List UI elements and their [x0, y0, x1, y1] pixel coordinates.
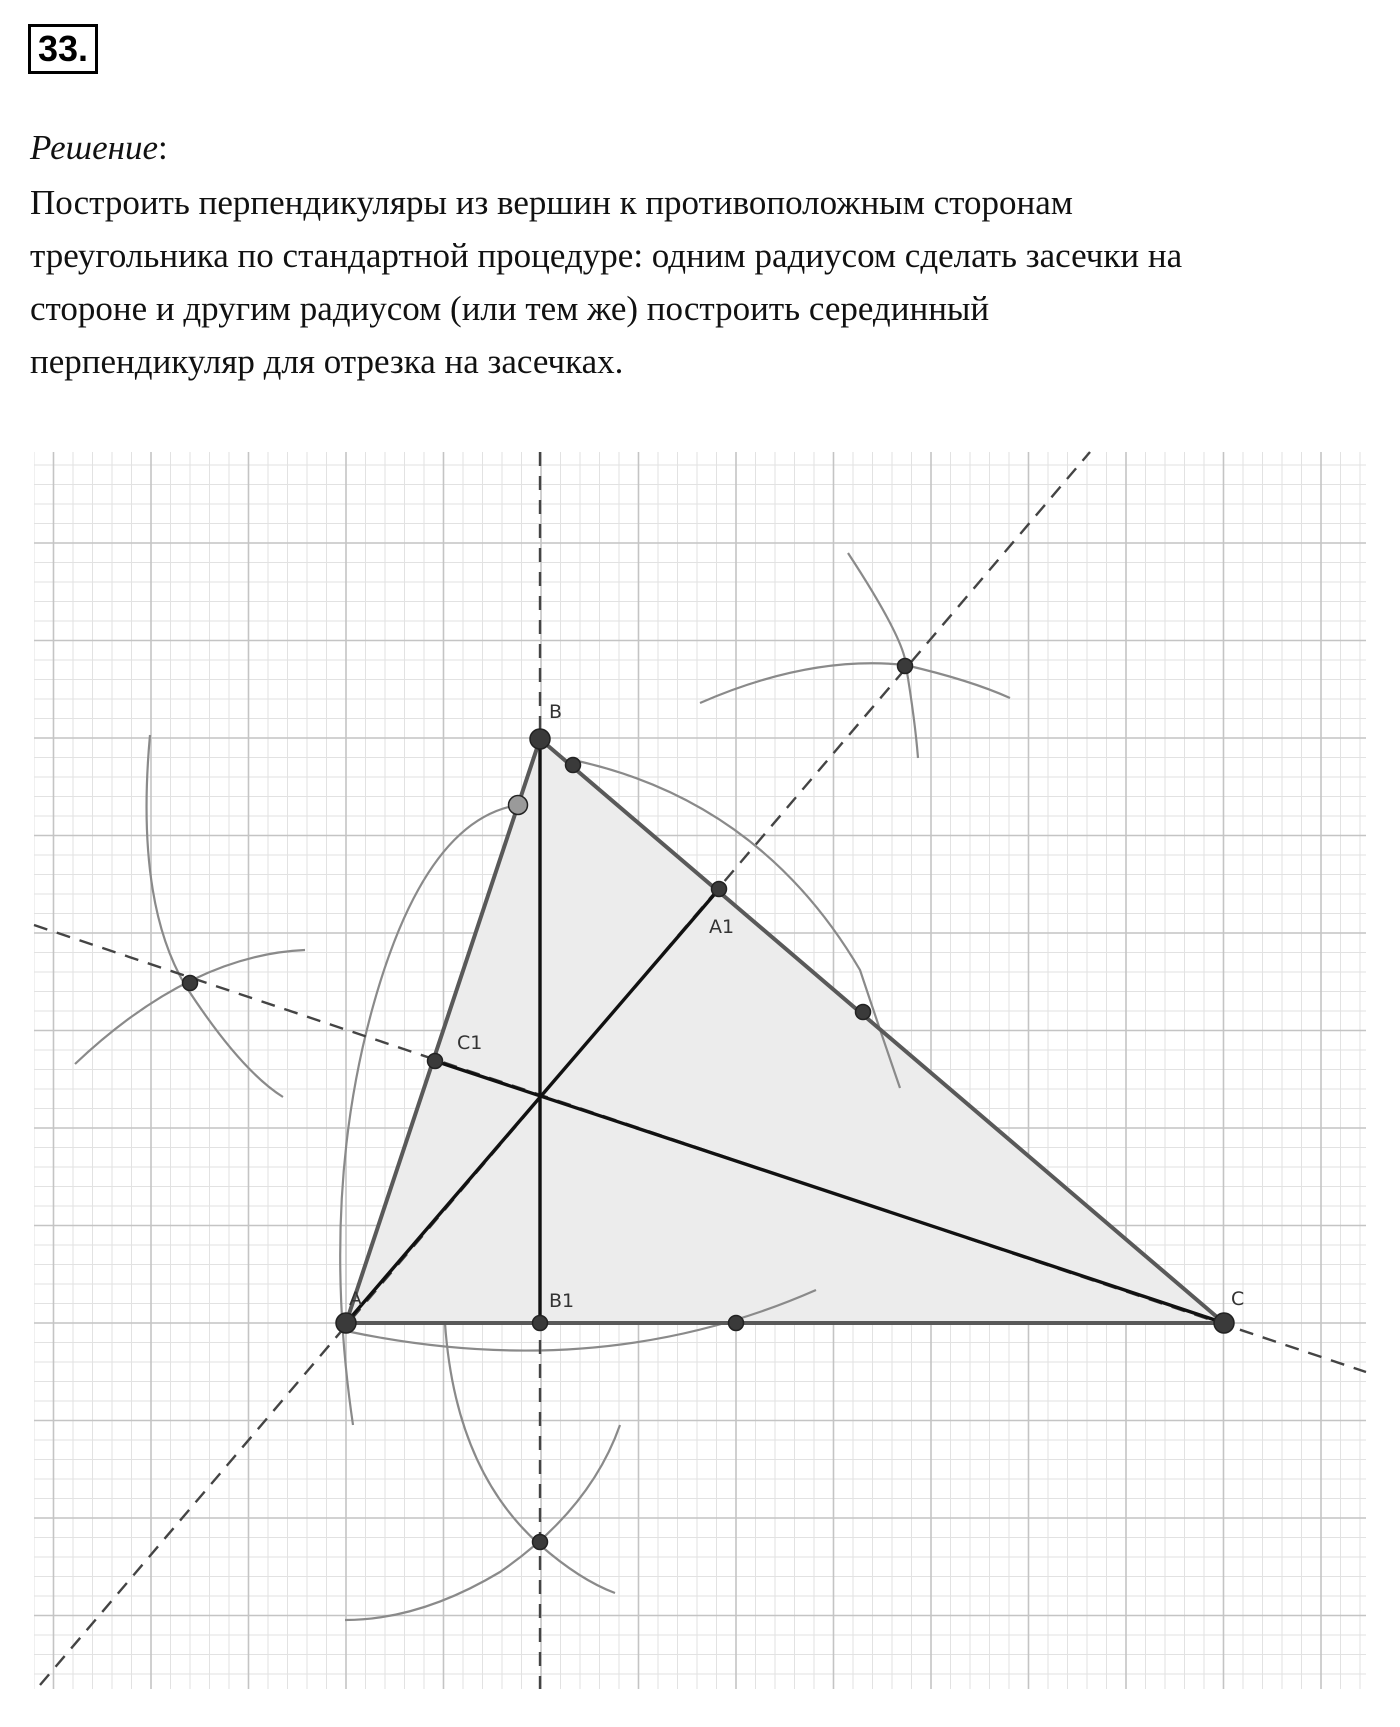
point-notch-ac [729, 1316, 744, 1331]
point-notch-bc-lower [856, 1005, 871, 1020]
label-b1: B1 [549, 1290, 575, 1312]
label-a1: A1 [709, 916, 735, 938]
point-a [336, 1313, 356, 1333]
point-c [1214, 1313, 1234, 1333]
arc-bisector-a-right [848, 553, 918, 758]
solution-text-line-1: Построить перпендикуляры из вершин к противоположным сторонам [30, 183, 1073, 222]
problem-number: 33. [28, 24, 98, 74]
solution-text-line-3: стороне и другим радиусом (или тем же) построить серединный [30, 289, 990, 328]
point-arc-intersection-top [898, 659, 913, 674]
solution-text-line-4: перпендикуляр для отрезка на засечках. [30, 342, 624, 381]
solution-label-text: Решение [30, 128, 159, 167]
label-a: A [349, 1288, 362, 1310]
point-c1 [428, 1054, 443, 1069]
label-c: C [1231, 1288, 1245, 1310]
point-arc-intersection-left [183, 976, 198, 991]
point-b [530, 729, 550, 749]
point-arc-intersection-bottom [533, 1535, 548, 1550]
point-notch-ab [509, 796, 528, 815]
arc-bisector-c-lower [445, 1323, 615, 1593]
arc-bisector-b-left [147, 735, 283, 1097]
label-c1: C1 [457, 1032, 483, 1054]
point-notch-bc-upper [566, 758, 581, 773]
label-b: B [549, 701, 563, 723]
solution-colon: : [158, 128, 168, 167]
point-b1 [533, 1316, 548, 1331]
point-a1 [712, 882, 727, 897]
arc-bisector-a-left [700, 663, 1010, 703]
solution-text-line-2: треугольника по стандартной процедуре: одним радиусом сделать засечки на [30, 236, 1183, 275]
